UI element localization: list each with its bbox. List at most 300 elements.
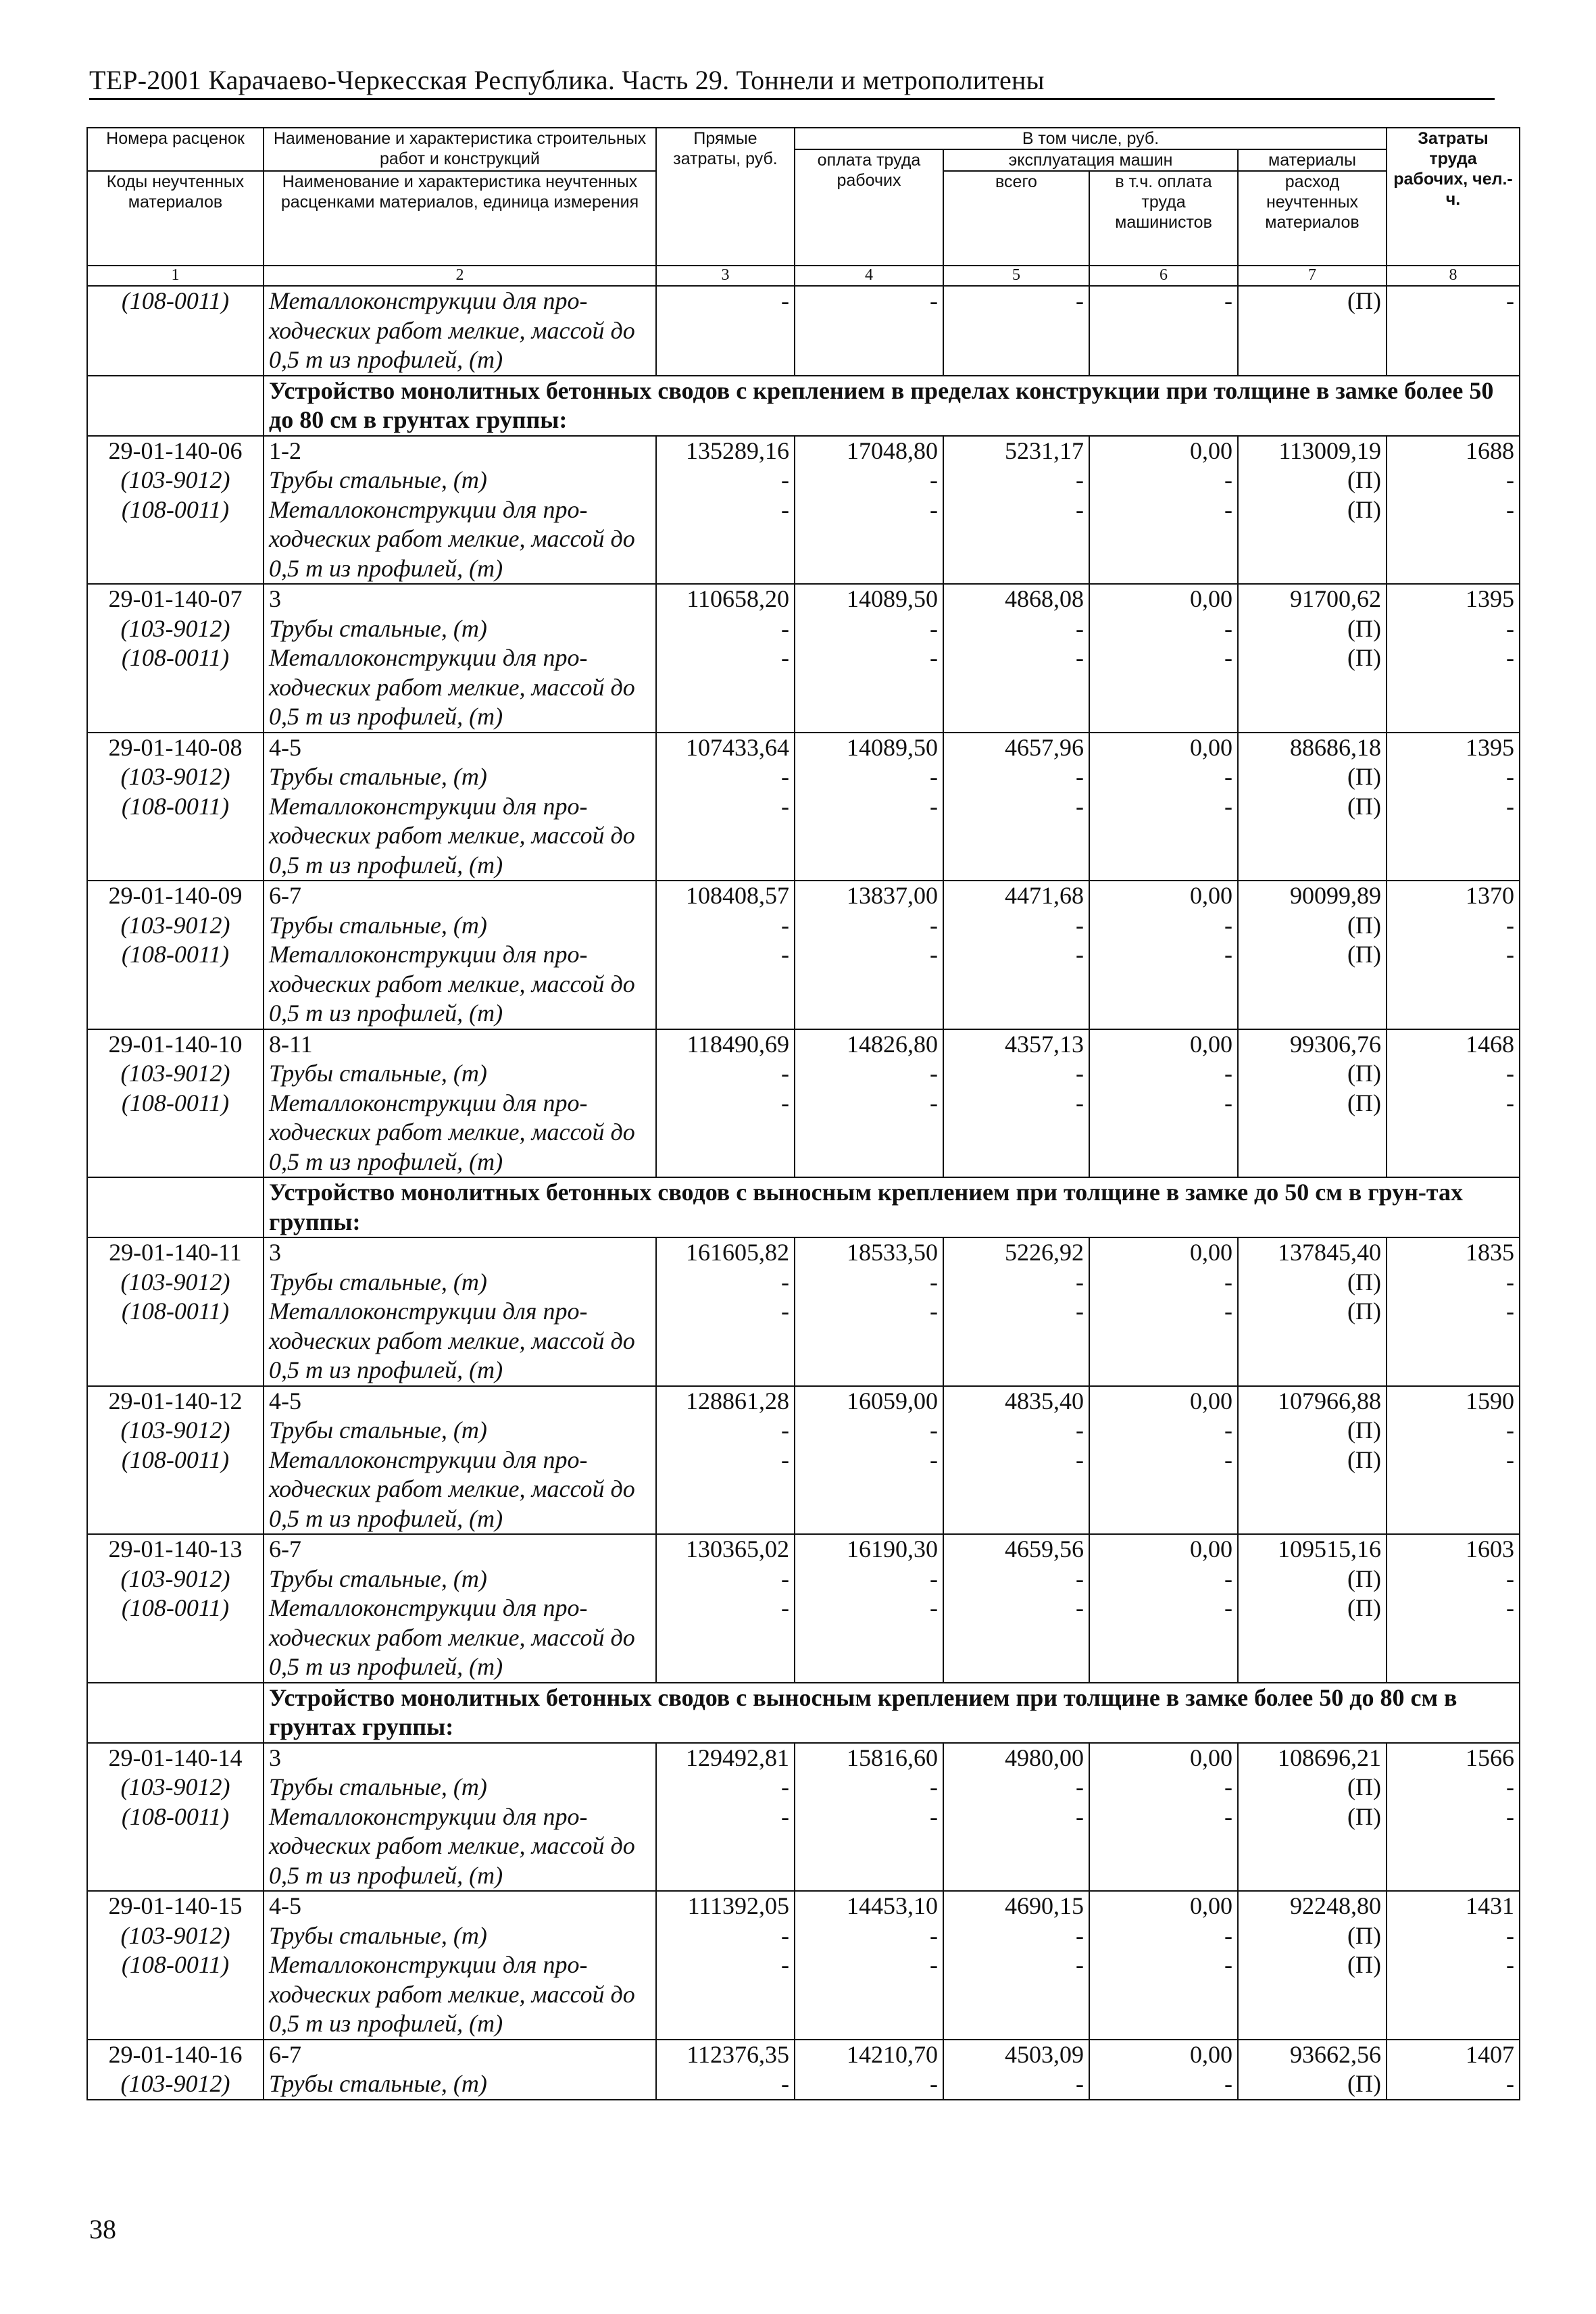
operator-pay-cell: - (1089, 1059, 1238, 1089)
rate-row (87, 733, 1520, 763)
material-code-cell: (103-9012) (87, 1416, 264, 1446)
machines-total-cell: 5226,92 (943, 1237, 1089, 1268)
direct-costs-cell: - (656, 614, 795, 644)
labor-pay-cell: 15816,60 (795, 1743, 943, 1773)
soil-group-cell: 4-5 (264, 733, 656, 763)
machines-total-cell: - (943, 2069, 1089, 2100)
labor-pay-cell: - (795, 1950, 943, 2040)
rate-code-cell: 29-01-140-14 (87, 1743, 264, 1773)
rate-code-cell: 29-01-140-07 (87, 584, 264, 614)
labor-pay-cell: - (795, 1446, 943, 1535)
operator-pay-cell: - (1089, 792, 1238, 881)
labor-hours-cell: - (1387, 2069, 1520, 2100)
material-row (87, 1059, 1520, 1089)
machines-total-cell: - (943, 1594, 1089, 1683)
material-code-cell: (103-9012) (87, 1565, 264, 1594)
header-material-codes: Коды неучтенных материалов (87, 171, 264, 266)
labor-pay-cell: - (795, 286, 943, 376)
operator-pay-cell: - (1089, 614, 1238, 644)
header-labor-hours: Затраты труда рабочих, чел.-ч. (1387, 128, 1520, 266)
operator-pay-cell: 0,00 (1089, 436, 1238, 466)
material-name-cell: Трубы стальные, (т) (264, 762, 656, 792)
direct-costs-cell: - (656, 1268, 795, 1298)
price-table (86, 127, 1520, 2100)
material-name-cell: Трубы стальные, (т) (264, 1059, 656, 1089)
materials-cell: 108696,21 (1238, 1743, 1387, 1773)
labor-hours-cell: - (1387, 940, 1520, 1029)
material-row (87, 495, 1520, 585)
materials-cell: (П) (1238, 1594, 1387, 1683)
soil-group-cell: 6-7 (264, 881, 656, 911)
labor-pay-cell: - (795, 762, 943, 792)
direct-costs-cell: - (656, 1059, 795, 1089)
header-direct-costs: Прямые затраты, руб. (656, 128, 795, 266)
direct-costs-cell: - (656, 1446, 795, 1535)
operator-pay-cell: - (1089, 1565, 1238, 1594)
labor-pay-cell: - (795, 1089, 943, 1178)
material-row (87, 466, 1520, 495)
section-heading-row (87, 376, 1520, 436)
material-code-cell: (103-9012) (87, 2069, 264, 2100)
column-number: 7 (1238, 266, 1387, 286)
material-row (87, 911, 1520, 941)
labor-hours-cell: - (1387, 1802, 1520, 1892)
labor-hours-cell: 1688 (1387, 436, 1520, 466)
machines-total-cell: 4357,13 (943, 1029, 1089, 1060)
direct-costs-cell: - (656, 466, 795, 495)
rate-code-cell: 29-01-140-10 (87, 1029, 264, 1060)
material-row (87, 1297, 1520, 1386)
operator-pay-cell: - (1089, 1594, 1238, 1683)
material-name-cell: Металлоконструкции для про-ходческих работ мелкие, массой до 0,5 т из профилей, (т) (264, 643, 656, 733)
materials-cell: 137845,40 (1238, 1237, 1387, 1268)
materials-cell: (П) (1238, 1268, 1387, 1298)
materials-cell: 107966,88 (1238, 1386, 1387, 1417)
labor-pay-cell: - (795, 1594, 943, 1683)
materials-cell: 90099,89 (1238, 881, 1387, 911)
operator-pay-cell: - (1089, 466, 1238, 495)
material-name-cell: Трубы стальные, (т) (264, 911, 656, 941)
machines-total-cell: 4471,68 (943, 881, 1089, 911)
materials-cell: (П) (1238, 286, 1387, 376)
soil-group-cell: 6-7 (264, 1534, 656, 1565)
direct-costs-cell: 110658,20 (656, 584, 795, 614)
operator-pay-cell: - (1089, 1773, 1238, 1802)
operator-pay-cell: - (1089, 1446, 1238, 1535)
rate-code-cell: 29-01-140-16 (87, 2040, 264, 2070)
rate-row (87, 1891, 1520, 1921)
material-code-cell: (103-9012) (87, 614, 264, 644)
direct-costs-cell: - (656, 1950, 795, 2040)
material-code-cell: (108-0011) (87, 1802, 264, 1892)
operator-pay-cell: 0,00 (1089, 2040, 1238, 2070)
labor-pay-cell: - (795, 1059, 943, 1089)
labor-hours-cell: 1395 (1387, 733, 1520, 763)
machines-total-cell: - (943, 1773, 1089, 1802)
labor-hours-cell: - (1387, 614, 1520, 644)
rate-code-cell: 29-01-140-13 (87, 1534, 264, 1565)
materials-cell: (П) (1238, 1921, 1387, 1951)
labor-pay-cell: 14210,70 (795, 2040, 943, 2070)
operator-pay-cell: - (1089, 1297, 1238, 1386)
material-row (87, 1268, 1520, 1298)
column-number: 8 (1387, 266, 1520, 286)
labor-hours-cell: - (1387, 286, 1520, 376)
labor-hours-cell: - (1387, 1089, 1520, 1178)
machines-total-cell: - (943, 762, 1089, 792)
materials-cell: (П) (1238, 1950, 1387, 2040)
materials-cell: (П) (1238, 466, 1387, 495)
direct-costs-cell: - (656, 792, 795, 881)
direct-costs-cell: 128861,28 (656, 1386, 795, 1417)
labor-pay-cell: - (795, 1565, 943, 1594)
machines-total-cell: 4835,40 (943, 1386, 1089, 1417)
labor-pay-cell: - (795, 1773, 943, 1802)
machines-total-cell: 4868,08 (943, 584, 1089, 614)
column-number: 4 (795, 266, 943, 286)
labor-hours-cell: 1566 (1387, 1743, 1520, 1773)
material-name-cell: Металлоконструкции для про-ходческих работ мелкие, массой до 0,5 т из профилей, (т) (264, 1297, 656, 1386)
material-code-cell: (108-0011) (87, 495, 264, 585)
machines-total-cell: - (943, 1059, 1089, 1089)
rate-code-cell: 29-01-140-15 (87, 1891, 264, 1921)
page-title: ТЕР-2001 Карачаево-Черкесская Республика. Часть 29. Тоннели и метрополитены (89, 64, 1495, 100)
soil-group-cell: 4-5 (264, 1891, 656, 1921)
labor-hours-cell: - (1387, 495, 1520, 585)
material-row (87, 1802, 1520, 1892)
column-number: 3 (656, 266, 795, 286)
labor-pay-cell: 16190,30 (795, 1534, 943, 1565)
labor-hours-cell: 1468 (1387, 1029, 1520, 1060)
materials-cell: (П) (1238, 1416, 1387, 1446)
materials-cell: (П) (1238, 762, 1387, 792)
materials-cell: 88686,18 (1238, 733, 1387, 763)
rate-code-cell: 29-01-140-12 (87, 1386, 264, 1417)
direct-costs-cell: 112376,35 (656, 2040, 795, 2070)
material-name-cell: Металлоконструкции для про-ходческих работ мелкие, массой до 0,5 т из профилей, (т) (264, 1950, 656, 2040)
operator-pay-cell: - (1089, 1089, 1238, 1178)
section-heading-row (87, 1683, 1520, 1743)
material-code-cell: (108-0011) (87, 940, 264, 1029)
column-number: 1 (87, 266, 264, 286)
labor-pay-cell: 14089,50 (795, 584, 943, 614)
machines-total-cell: 4659,56 (943, 1534, 1089, 1565)
material-name-cell: Металлоконструкции для про-ходческих работ мелкие, массой до 0,5 т из профилей, (т) (264, 286, 656, 376)
operator-pay-cell: - (1089, 911, 1238, 941)
labor-pay-cell: - (795, 792, 943, 881)
materials-cell: (П) (1238, 1297, 1387, 1386)
material-name-cell: Трубы стальные, (т) (264, 1921, 656, 1951)
material-code-cell: (108-0011) (87, 1089, 264, 1178)
operator-pay-cell: 0,00 (1089, 1743, 1238, 1773)
rate-row (87, 1386, 1520, 1417)
material-code-cell: (108-0011) (87, 1950, 264, 2040)
machines-total-cell: - (943, 1268, 1089, 1298)
labor-hours-cell: - (1387, 911, 1520, 941)
material-code-cell: (108-0011) (87, 643, 264, 733)
material-name-cell: Трубы стальные, (т) (264, 1565, 656, 1594)
material-row (87, 1446, 1520, 1535)
operator-pay-cell: - (1089, 286, 1238, 376)
direct-costs-cell: 130365,02 (656, 1534, 795, 1565)
material-row (87, 1773, 1520, 1802)
labor-hours-cell: - (1387, 1565, 1520, 1594)
column-number: 5 (943, 266, 1089, 286)
materials-cell: (П) (1238, 643, 1387, 733)
direct-costs-cell: - (656, 1565, 795, 1594)
labor-hours-cell: 1835 (1387, 1237, 1520, 1268)
material-row (87, 2069, 1520, 2100)
materials-cell: (П) (1238, 792, 1387, 881)
machines-total-cell: - (943, 1446, 1089, 1535)
material-name-cell: Трубы стальные, (т) (264, 466, 656, 495)
direct-costs-cell: - (656, 643, 795, 733)
direct-costs-cell: - (656, 1416, 795, 1446)
materials-cell: (П) (1238, 911, 1387, 941)
direct-costs-cell: - (656, 911, 795, 941)
column-number: 2 (264, 266, 656, 286)
section-spacer-cell (87, 1683, 264, 1743)
material-row (87, 762, 1520, 792)
soil-group-cell: 1-2 (264, 436, 656, 466)
labor-hours-cell: 1395 (1387, 584, 1520, 614)
operator-pay-cell: 0,00 (1089, 881, 1238, 911)
labor-hours-cell: - (1387, 792, 1520, 881)
section-heading-row (87, 1177, 1520, 1237)
materials-cell: (П) (1238, 1565, 1387, 1594)
machines-total-cell: - (943, 1416, 1089, 1446)
machines-total-cell: - (943, 495, 1089, 585)
direct-costs-cell: - (656, 2069, 795, 2100)
material-row (87, 1089, 1520, 1178)
labor-hours-cell: - (1387, 1446, 1520, 1535)
machines-total-cell: - (943, 1802, 1089, 1892)
rate-row (87, 1029, 1520, 1060)
operator-pay-cell: 0,00 (1089, 1891, 1238, 1921)
section-title: Устройство монолитных бетонных сводов с выносным креплением при толщине в замке более 50 до 80 см в грунтах группы: (264, 1683, 1520, 1743)
labor-hours-cell: 1603 (1387, 1534, 1520, 1565)
rate-row (87, 1237, 1520, 1268)
rate-code-cell: 29-01-140-09 (87, 881, 264, 911)
direct-costs-cell: 118490,69 (656, 1029, 795, 1060)
header-machines-total: всего (943, 171, 1089, 266)
machines-total-cell: 4980,00 (943, 1743, 1089, 1773)
labor-hours-cell: - (1387, 1921, 1520, 1951)
soil-group-cell: 4-5 (264, 1386, 656, 1417)
section-title: Устройство монолитных бетонных сводов с креплением в пределах конструкции при толщине в замке более 50 до 80 см в грунтах группы: (264, 376, 1520, 436)
labor-pay-cell: - (795, 1921, 943, 1951)
header-labor-pay: оплата труда рабочих (795, 149, 943, 266)
material-name-cell: Трубы стальные, (т) (264, 614, 656, 644)
rate-row (87, 436, 1520, 466)
labor-pay-cell: - (795, 2069, 943, 2100)
material-row (87, 1416, 1520, 1446)
operator-pay-cell: - (1089, 1950, 1238, 2040)
machines-total-cell: - (943, 1921, 1089, 1951)
machines-total-cell: 4503,09 (943, 2040, 1089, 2070)
material-code-cell: (103-9012) (87, 1773, 264, 1802)
soil-group-cell: 3 (264, 584, 656, 614)
machines-total-cell: - (943, 792, 1089, 881)
material-name-cell: Трубы стальные, (т) (264, 1268, 656, 1298)
machines-total-cell: - (943, 911, 1089, 941)
machines-total-cell: - (943, 614, 1089, 644)
material-row (87, 643, 1520, 733)
labor-hours-cell: - (1387, 466, 1520, 495)
material-row (87, 1565, 1520, 1594)
rate-row (87, 881, 1520, 911)
labor-hours-cell: - (1387, 762, 1520, 792)
operator-pay-cell: 0,00 (1089, 1534, 1238, 1565)
materials-cell: (П) (1238, 1773, 1387, 1802)
materials-cell: (П) (1238, 614, 1387, 644)
labor-pay-cell: - (795, 643, 943, 733)
material-name-cell: Трубы стальные, (т) (264, 2069, 656, 2100)
header-including: В том числе, руб. (795, 128, 1387, 149)
materials-cell: (П) (1238, 1802, 1387, 1892)
machines-total-cell: 5231,17 (943, 436, 1089, 466)
operator-pay-cell: - (1089, 1268, 1238, 1298)
column-number-row (87, 266, 1520, 286)
machines-total-cell: 4690,15 (943, 1891, 1089, 1921)
materials-cell: 113009,19 (1238, 436, 1387, 466)
material-code-cell: (103-9012) (87, 1059, 264, 1089)
labor-pay-cell: - (795, 1297, 943, 1386)
direct-costs-cell: - (656, 1802, 795, 1892)
labor-pay-cell: 18533,50 (795, 1237, 943, 1268)
section-spacer-cell (87, 1177, 264, 1237)
machines-total-cell: - (943, 1089, 1089, 1178)
material-name-cell: Металлоконструкции для про-ходческих работ мелкие, массой до 0,5 т из профилей, (т) (264, 1446, 656, 1535)
material-code-cell: (103-9012) (87, 1268, 264, 1298)
machines-total-cell: - (943, 643, 1089, 733)
operator-pay-cell: 0,00 (1089, 584, 1238, 614)
direct-costs-cell: 107433,64 (656, 733, 795, 763)
labor-pay-cell: - (795, 495, 943, 585)
rate-row (87, 584, 1520, 614)
soil-group-cell: 3 (264, 1743, 656, 1773)
labor-hours-cell: - (1387, 643, 1520, 733)
material-code-cell: (103-9012) (87, 1921, 264, 1951)
material-row (87, 940, 1520, 1029)
header-materials: материалы (1238, 149, 1387, 171)
machines-total-cell: - (943, 286, 1089, 376)
machines-total-cell: - (943, 1565, 1089, 1594)
material-row (87, 792, 1520, 881)
labor-hours-cell: - (1387, 1059, 1520, 1089)
materials-cell: (П) (1238, 940, 1387, 1029)
soil-group-cell: 6-7 (264, 2040, 656, 2070)
direct-costs-cell: - (656, 1089, 795, 1178)
rate-code-cell: 29-01-140-11 (87, 1237, 264, 1268)
labor-pay-cell: - (795, 466, 943, 495)
direct-costs-cell: - (656, 1773, 795, 1802)
machines-total-cell: - (943, 1950, 1089, 2040)
materials-cell: 93662,56 (1238, 2040, 1387, 2070)
operator-pay-cell: - (1089, 2069, 1238, 2100)
labor-hours-cell: 1590 (1387, 1386, 1520, 1417)
machines-total-cell: 4657,96 (943, 733, 1089, 763)
material-code-cell: (108-0011) (87, 792, 264, 881)
direct-costs-cell: 129492,81 (656, 1743, 795, 1773)
header-rate-numbers: Номера расценок (87, 128, 264, 171)
operator-pay-cell: - (1089, 762, 1238, 792)
header-material-consumption: расход неучтенных материалов (1238, 171, 1387, 266)
soil-group-cell: 3 (264, 1237, 656, 1268)
labor-pay-cell: 14453,10 (795, 1891, 943, 1921)
rate-code-cell: 29-01-140-08 (87, 733, 264, 763)
section-spacer-cell (87, 376, 264, 436)
operator-pay-cell: - (1089, 1921, 1238, 1951)
machines-total-cell: - (943, 940, 1089, 1029)
section-title: Устройство монолитных бетонных сводов с выносным креплением при толщине в замке до 50 см в грун-тах группы: (264, 1177, 1520, 1237)
labor-hours-cell: - (1387, 1594, 1520, 1683)
material-code-cell: (108-0011) (87, 1297, 264, 1386)
materials-cell: 92248,80 (1238, 1891, 1387, 1921)
operator-pay-cell: - (1089, 1802, 1238, 1892)
labor-pay-cell: 14089,50 (795, 733, 943, 763)
material-name-cell: Металлоконструкции для про-ходческих работ мелкие, массой до 0,5 т из профилей, (т) (264, 940, 656, 1029)
operator-pay-cell: - (1089, 495, 1238, 585)
operator-pay-cell: - (1089, 940, 1238, 1029)
rate-row (87, 1534, 1520, 1565)
material-code-cell: (108-0011) (87, 286, 264, 376)
material-code-cell: (103-9012) (87, 911, 264, 941)
header-material-name: Наименование и характеристика неучтенных расценками материалов, единица измерения (264, 171, 656, 266)
labor-hours-cell: 1370 (1387, 881, 1520, 911)
operator-pay-cell: 0,00 (1089, 1029, 1238, 1060)
operator-pay-cell: 0,00 (1089, 1386, 1238, 1417)
direct-costs-cell: - (656, 1594, 795, 1683)
header-operator-pay: в т.ч. оплата труда машинистов (1089, 171, 1238, 266)
materials-cell: 91700,62 (1238, 584, 1387, 614)
materials-cell: (П) (1238, 2069, 1387, 2100)
header-work-name: Наименование и характеристика строительных работ и конструкций (264, 128, 656, 171)
labor-hours-cell: - (1387, 1268, 1520, 1298)
direct-costs-cell: - (656, 1297, 795, 1386)
table-row (87, 286, 1520, 376)
material-name-cell: Металлоконструкции для про-ходческих работ мелкие, массой до 0,5 т из профилей, (т) (264, 792, 656, 881)
labor-hours-cell: - (1387, 1773, 1520, 1802)
labor-pay-cell: 13837,00 (795, 881, 943, 911)
material-code-cell: (108-0011) (87, 1594, 264, 1683)
material-row (87, 1921, 1520, 1951)
direct-costs-cell: - (656, 762, 795, 792)
material-row (87, 1950, 1520, 2040)
materials-cell: (П) (1238, 1059, 1387, 1089)
direct-costs-cell: 161605,82 (656, 1237, 795, 1268)
materials-cell: 99306,76 (1238, 1029, 1387, 1060)
operator-pay-cell: 0,00 (1089, 1237, 1238, 1268)
page-number: 38 (89, 2214, 116, 2244)
material-name-cell: Трубы стальные, (т) (264, 1773, 656, 1802)
material-name-cell: Металлоконструкции для про-ходческих работ мелкие, массой до 0,5 т из профилей, (т) (264, 1594, 656, 1683)
direct-costs-cell: - (656, 940, 795, 1029)
rate-code-cell: 29-01-140-06 (87, 436, 264, 466)
labor-pay-cell: - (795, 1416, 943, 1446)
labor-hours-cell: - (1387, 1950, 1520, 2040)
header-machine-operation: эксплуатация машин (943, 149, 1238, 171)
labor-hours-cell: - (1387, 1297, 1520, 1386)
material-code-cell: (108-0011) (87, 1446, 264, 1535)
labor-pay-cell: 17048,80 (795, 436, 943, 466)
materials-cell: (П) (1238, 1089, 1387, 1178)
materials-cell: (П) (1238, 495, 1387, 585)
material-name-cell: Металлоконструкции для про-ходческих работ мелкие, массой до 0,5 т из профилей, (т) (264, 1802, 656, 1892)
operator-pay-cell: - (1089, 1416, 1238, 1446)
labor-pay-cell: - (795, 1268, 943, 1298)
machines-total-cell: - (943, 466, 1089, 495)
